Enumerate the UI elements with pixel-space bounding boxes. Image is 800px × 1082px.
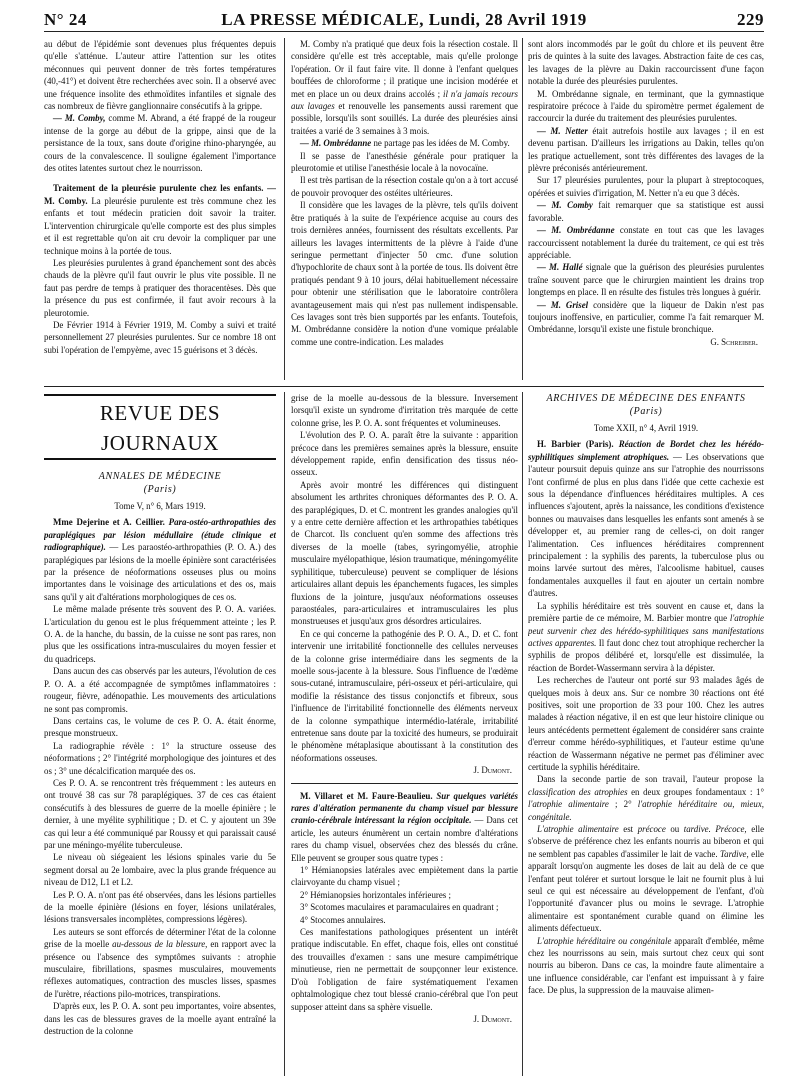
- signature: J. Dumont.: [473, 765, 512, 776]
- top-column-3: [528, 38, 764, 383]
- issue-number: N° 24: [44, 10, 87, 29]
- paragraph: Traitement de la pleurésie purulente chez les enfants. — M. Comby. La pleurésie purulente est très commune chez les enfants et tout médecin praticien doit savoir la traiter. L'intervention chirurgicale qu'elle comporte est des plus simples et il est regrettable qu'on ait cru devoir la compliquer par une technique moins à la portée de tous.: [44, 183, 276, 256]
- issue-reference: Tome V, n° 6, Mars 1919.: [114, 501, 206, 511]
- author-name: M. Villaret et M. Faure-Beaulieu.: [300, 790, 433, 801]
- article-title: Para-ostéo-arthropathies des paraplégiques par lésion médullaire (étude clinique et radiographique).: [44, 517, 276, 553]
- article-divider: [291, 783, 518, 784]
- author-name: — M. Ombrédanne: [537, 225, 615, 236]
- signature: J. Dumont.: [473, 1013, 512, 1024]
- paragraph: La radiographie révèle : 1° la structure osseuse des néoformations ; 2° l'intégrité morphologique des jointures et des os ; 3° une décalcification marquée des os.: [44, 740, 276, 776]
- paragraph: Il se passe de l'anesthésie générale pour pratiquer la pleurotomie et utilise l'anesthésie locale à la novocaïne.: [291, 150, 518, 174]
- paragraph: De Février 1914 à Février 1919, M. Comby a suivi et traité personnellement 27 pleurésies purulentes. Sur ce nombre 18 ont subi l'opération de l'empyème, avec 15 guérisons et 3 décès.: [44, 319, 276, 355]
- section-title: REVUE DES JOURNAUX: [44, 394, 276, 460]
- paragraph: Dans aucun des cas observés par les auteurs, l'évolution de ces P. O. A. a été accompagnée de symptômes inflammatoires : rougeur, fièvre, adénopathie. Les mouvements des articulations ne sont pas compromis.: [44, 666, 276, 714]
- section-divider: [44, 386, 764, 387]
- issue-reference: Tome XXII, n° 4, Avril 1919.: [593, 423, 699, 433]
- bottom-column-1: [44, 392, 276, 1078]
- paragraph: Ces P. O. A. se rencontrent très fréquemment : les auteurs en ont trouvé 38 cas sur 78 paraplégiques. 37 de ces cas étaient consécutifs à des blessures de guerre de la moelle épinière ; le dernier, à une myélite syphilitique ; D. et C. y ajoutent un 39e cas qui leur a été communiqué par Roussy et qui paraissait causé par une méningo-myélite tuberculeuse.: [44, 777, 276, 850]
- author-name: Mme Dejerine et A. Ceillier.: [53, 517, 165, 528]
- paragraph: — M. Ombrédanne ne partage pas les idées de M. Comby.: [300, 138, 510, 149]
- paragraph: La syphilis héréditaire est très souvent en cause et, dans la première partie de ce mémoire, M. Barbier montre que l'atrophie peut survenir chez des hérédo-syphilitiques sans manifestations actives apparentes. Il faut donc chez tout atrophique rechercher la syphilis de propos délibéré et, lorsqu'elle est dissimulée, la réaction de Bordet-Wassermann servira à la dépister.: [528, 600, 764, 673]
- paragraph: H. Barbier (Paris). Réaction de Bordet chez les hérédo-syphilitiques simplement atrophiques. — Les observations que l'auteur poursuit depuis quinze ans sur l'atrophie des nourrissons l'ont confirmé de plus en plus dans l'idée que cette cachexie est sous la dépendance d'influences héréditaires multiples. A ces influences s'ajoutent, après la naissance, les conditions d'existence bonnes ou mauvaises dans lesquelles les enfants sont amenés à se développer et, au premier rang de celles-ci, on doit ranger l'alimentation. Ces influences héréditaires comprennent principalement : la syphilis des parents, la tuberculose plus ou moins larvée surtout des mères, l'alcoolisme habituel, causes fondamentales auxquelles il faut en ajouter un certain nombre d'autres.: [528, 439, 764, 599]
- paragraph: Il considère que les lavages de la plèvre, tels qu'ils doivent être pratiqués à la suite de l'expérience acquise au cours des trois dernières années, fournissent des résultats excellents. Par ailleurs les lavages intermittents de la plèvre à l'aide d'une seringue permettant d'injecter 50 cmc. d'une solution d'hypochlorite de chaux sont à la portée de tous. Ils doivent être pratiqués pendant 9 à 10 jours, délai habituellement nécessaire pour obtenir une stérilisation que le laboratoire contrôlera avantageusement mais qui n'est pas nullement indispensable. Ces lavages sont très bien supportés par les enfants. Toutefois, M. Ombrédanne considère la notion d'une vomique préalable comme une contre-indication. Les malades: [291, 200, 518, 347]
- bottom-column-3: [528, 392, 764, 1078]
- list-item: 4° Stocomes annulaires.: [300, 914, 386, 925]
- author-name: H. Barbier (Paris).: [537, 439, 614, 450]
- paragraph: sont alors incommodés par le goût du chlore et ils peuvent être pris de quintes à la suite des lavages. Abstraction faite de ces cas, les lavages de la plèvre au Dakin raccourcissent d'une façon notable la durée des pleurésies purulentes.: [528, 39, 764, 87]
- paragraph: Le même malade présente très souvent des P. O. A. variées. L'articulation du genou est le plus fréquemment atteinte ; les P. O. A. de la hanche, du bassin, de la cuisse ne sont pas rares, non plus que les ossifications intra-musculaires du moyen fessier et du quadriceps.: [44, 604, 276, 664]
- paragraph: Sur 17 pleurésies purulentes, pour la plupart à streptocoques, opérées et suivies d'irrigation, M. Netter n'a eu que 3 décès.: [528, 175, 764, 198]
- paragraph: En ce qui concerne la pathogénie des P. O. A., D. et C. font intervenir une irritabilité fonctionnelle des cellules nerveuses de la colonne grise intermédiaire dans les segments de la moelle sous-jacente à la blessure. Sous l'influence de l'œdème sous-cutané, intramusculaire, péri-osseux et péri-articulaire, qui modifie la résistance des tissus conjonctifs et fibreux, sous l'influence de l'irritabilité fonctionnelle des éléments nerveux de la colonne sympathique intermédio-latérale, irritabilité entretenue sans doute par la toxicité des humeurs, se produirait le phénomène métaplasique aboutissant à la constitution des néoformations osseuses.: [291, 628, 518, 763]
- top-column-2: [291, 38, 518, 383]
- paragraph: Les pleurésies purulentes à grand épanchement sont des abcès chauds de la plèvre qu'il faut ouvrir le plus vite possible. Il ne faut pas perdre de temps à pratiquer des thoracentèses. Dès que la présence du pus est confirmée, il faut avoir recours à la pleurotomie.: [44, 257, 276, 318]
- paragraph: — M. Ombrédanne constate en tout cas que les lavages raccourcissent notablement la durée du traitement, ce qui est très appréciable.: [528, 225, 764, 260]
- paragraph: M. Ombrédanne signale, en terminant, que la gymnastique respiratoire précoce à l'aide du spiromètre permet également de raccourcir la durée du traitement des pleurésies purulentes.: [528, 88, 764, 124]
- article-title: Sur quelques variétés rares d'altération permanente du champ visuel par blessure cranio-cérébrale intéressant la région occipitale.: [291, 790, 518, 826]
- author-name: — M. Comby: [537, 200, 593, 211]
- paragraph: Il est très partisan de la résection costale qu'on a à tort accusé de pouvoir provoquer des ostéites ultérieures.: [291, 175, 518, 198]
- source-journal: ANNALES DE MÉDECINE: [98, 471, 222, 482]
- author-name: — M. Comby,: [53, 113, 106, 124]
- article-title: Réaction de Bordet chez les hérédo-syphilitiques simplement atrophiques.: [528, 439, 764, 462]
- paragraph: — M. Netter était autrefois hostile aux lavages ; il en est devenu partisan. D'ailleurs les irrigations au Dakin, telles qu'on les pratique actuellement, sont très différentes des lavages de la plèvre préconisés antérieurement.: [528, 125, 764, 174]
- author-name: — M. Grisel: [537, 299, 589, 310]
- paragraph: D'après eux, les P. O. A. sont peu importantes, voire absentes, dans les cas de blessures graves de la moelle ayant entraîné la destruction de la colonne: [44, 1001, 276, 1037]
- paragraph: — M. Comby fait remarquer que sa statistique est aussi favorable.: [528, 200, 764, 223]
- column-divider: [284, 38, 285, 380]
- paragraph: L'atrophie héréditaire ou congénitale apparaît d'emblée, même chez les nourrissons au sein, mais surtout chez ceux qui sont nourris au biberon. Dans ce cas, la moindre faute alimentaire a une influence considérable, car l'enfant est impuissant à y faire face. De plus, la suppression de la mauvaise alimen-: [528, 935, 764, 996]
- paragraph: Le niveau où siégeaient les lésions spinales varie du 5e segment dorsal au 2e lombaire, avec la plus grande fréquence au niveau de D12, L1 et L2.: [44, 852, 276, 888]
- paragraph: M. Villaret et M. Faure-Beaulieu. Sur quelques variétés rares d'altération permanente du champ visuel par blessure cranio-cérébrale intéressant la région occipitale. — Dans cet article, les auteurs énumèrent un certain nombre d'altérations rares du champ visuel, observées chez des blessés du crâne. Elle peuvent se grouper sous quatre types :: [291, 790, 518, 863]
- paragraph: Mme Dejerine et A. Ceillier. Para-ostéo-arthropathies des paraplégiques par lésion médullaire (étude clinique et radiographique). — Les paraostéo-arthropathies (P. O. A.) des paraplégiques par lésions de la moelle épinière sont caractérisées par la présence de néoformations osseuses plus ou moins importantes dans le voisinage des articulations et des os, mais sans qu'il y ait d'altérations morphologiques de ces os.: [44, 517, 276, 602]
- list-item: 2° Hémianopsies horizontales inférieures ;: [300, 889, 451, 900]
- column-divider: [284, 392, 285, 1076]
- paragraph: Les auteurs se sont efforcés de déterminer l'état de la colonne grise de la moelle au-dessous de la blessure, en rapport avec la présence ou l'absence des symptômes suivants : atrophie musculaire, fibrillations, spasmes musculaires, mouvements réflexes automatiques, contraction des muscles lisses, spasmes de l'urètre, réactions pilo-motrices, transpirations.: [44, 926, 276, 999]
- page-number: 229: [737, 10, 764, 29]
- paragraph: L'atrophie alimentaire est précoce ou tardive. Précoce, elle s'observe de préférence chez les enfants nourris au biberon et qui ne semblent pas capables d'assimiler le lait de vache. Tardive, elle apparaît lorsqu'on augmente les doses de lait au delà de ce que l'enfant peut tolérer et surtout lorsque le lait ne fournit plus à lui seul ce qui est nécessaire au développement de l'enfant, d'où l'opportunité d'avancer plus ou moins le sevrage. L'atrophie alimentaire est spontanément curable quand on élimine les aliments défectueux.: [528, 824, 764, 934]
- paragraph: Dans certains cas, le volume de ces P. O. A. était énorme, presque monstrueux.: [44, 715, 276, 739]
- paragraph: — M. Grisel considère que la liqueur de Dakin n'est pas toujours inoffensive, en particulier, comme l'a fait remarquer M. Ombrédanne, lorsqu'il existe une fistule bronchique.: [528, 299, 764, 335]
- paragraph: Ces manifestations pathologiques présentent un intérêt pratique indiscutable. En effet, chaque fois, elles ont constitué des trouvailles d'examen : sans une mesure campimétrique minutieuse, rien ne permettait de soupçonner leur existence. D'où l'obligation de faire systématiquement l'examen ophtalmologique chez tout blessé cranio-cérébral que l'on peut supposer atteint dans sa sphère visuelle.: [291, 927, 518, 1012]
- paragraph: L'évolution des P. O. A. paraît être la suivante : apparition précoce dans les premières semaines après la blessure, ensuite développement rapide, enfin densification des tissus néo-osseux.: [291, 430, 518, 478]
- column-divider: [522, 392, 523, 1076]
- list-item: 3° Scotomes maculaires et paramaculaires en quadrant ;: [300, 902, 499, 913]
- paragraph: Après avoir montré les différences qui distinguent absolument les arthrites chroniques déformantes des P. O. A. des paraplégiques, D. et C. montrent les grandes analogies qu'il y a entre cette dernière affection et les arthropathies tabétiques de Charcot. Ils concluent qu'en somme des affections très diverses de la moelle (tabes, syringomyélie, atrophie musculaire myélopathique, lésion traumatique, méningomyélite syphilitique, tuberculeuse) peuvent se compliquer de lésions articulaires allant depuis les épanchements fugaces, les simples fluxions de la jointure, jusqu'aux néoformations osseuses paraostéales, para-articulaires et intramusculaires les plus monstrueuses et jusqu'aux gros désordres articulaires.: [291, 479, 518, 627]
- signature: G. Schreiber.: [710, 336, 758, 347]
- article-title: Traitement de la pleurésie purulente chez les enfants. — M. Comby.: [44, 183, 276, 206]
- page-header: [44, 6, 764, 32]
- paragraph: — M. Comby, comme M. Abrand, a été frappé de la rougeur intense de la gorge au début de la grippe, ainsi que de la persistance de la toux, sans doute d'origine rhino-pharyngée, au cours de la convalescence. Il souligne également l'importance des otites latentes surtout chez le nourrisson.: [44, 113, 276, 174]
- paragraph: grise de la moelle au-dessous de la blessure. Inversement lorsqu'il existe un syndrome d'irritation très marquée de cette colonne grise, les P. O. A. sont fréquentes et volumineuses.: [291, 393, 518, 428]
- bottom-column-2: [291, 392, 518, 1078]
- paragraph: au début de l'épidémie sont devenues plus fréquentes depuis qu'elle s'atténue. L'auteur attire l'attention sur les otites méconnues qui peuvent donner de très fortes températures (40,-41°) et doivent être recherchées avec soin. Il a observé avec une fréquence insolite des ethmoïdites infantiles et signale des cas nombreux de fièvre ganglionnaire consécutifs à la grippe.: [44, 39, 276, 112]
- author-name: — M. Ombrédanne: [300, 138, 372, 149]
- top-column-1: [44, 38, 276, 418]
- paragraph: Les P. O. A. n'ont pas été observées, dans les lésions partielles de la moelle épinière (lésions en foyer, lésions unilatérales, lésions transversales incomplètes, compressions légères).: [44, 889, 276, 925]
- column-divider: [522, 38, 523, 380]
- source-city: (Paris): [143, 484, 177, 495]
- paragraph: Les recherches de l'auteur ont porté sur 93 malades âgés de quelques mois à deux ans. Sur ce nombre 30 réactions ont été positives, soit une proportion de 33 pour 100. Chez les autres malades à réaction négative, il en est que leur histoire clinique ou leurs antécédents permettent également de considérer sans crainte d'erreur comme hérédo-syphilitiques, et l'auteur estime qu'une réaction de Wassermann négative ne permet pas d'éliminer avec certitude la syphilis héréditaire.: [528, 675, 764, 772]
- journal-title: LA PRESSE MÉDICALE, Lundi, 28 Avril 1919: [221, 10, 587, 29]
- source-journal: ARCHIVES DE MÉDECINE DES ENFANTS: [546, 393, 746, 404]
- source-city: (Paris): [629, 406, 663, 417]
- author-name: — M. Hallé: [537, 262, 583, 273]
- paragraph: Dans la seconde partie de son travail, l'auteur propose la classification des atrophies en deux groupes fondamentaux : 1° l'atrophie alimentaire ; 2° l'atrophie héréditaire ou, mieux, congénitale.: [528, 774, 764, 822]
- paragraph: M. Comby n'a pratiqué que deux fois la résection costale. Il considère qu'elle est très acceptable, mais qu'elle prolonge l'opération. Or il faut faire vite. Il donne à l'enfant quelques bouffées de chloroforme ; il pratique une incision modérée et met en place un ou deux drains accolés ; il n'a jamais recours aux lavages et renouvelle les pansements aussi rarement que possible, lorsqu'ils sont souillés. La durée des pleurésies ainsi traitées a varié de 3 semaines à 3 mois.: [291, 39, 518, 136]
- author-name: — M. Netter: [537, 125, 588, 136]
- paragraph: — M. Hallé signale que la guérison des pleurésies purulentes traîne souvent parce que le chirurgien maintient les drains trop longtemps en place. Il en résulte des fistules très longues à guérir.: [528, 262, 764, 298]
- list-item: 1° Hémianopsies latérales avec empiètement dans la partie clairvoyante du champ visuel ;: [291, 865, 518, 888]
